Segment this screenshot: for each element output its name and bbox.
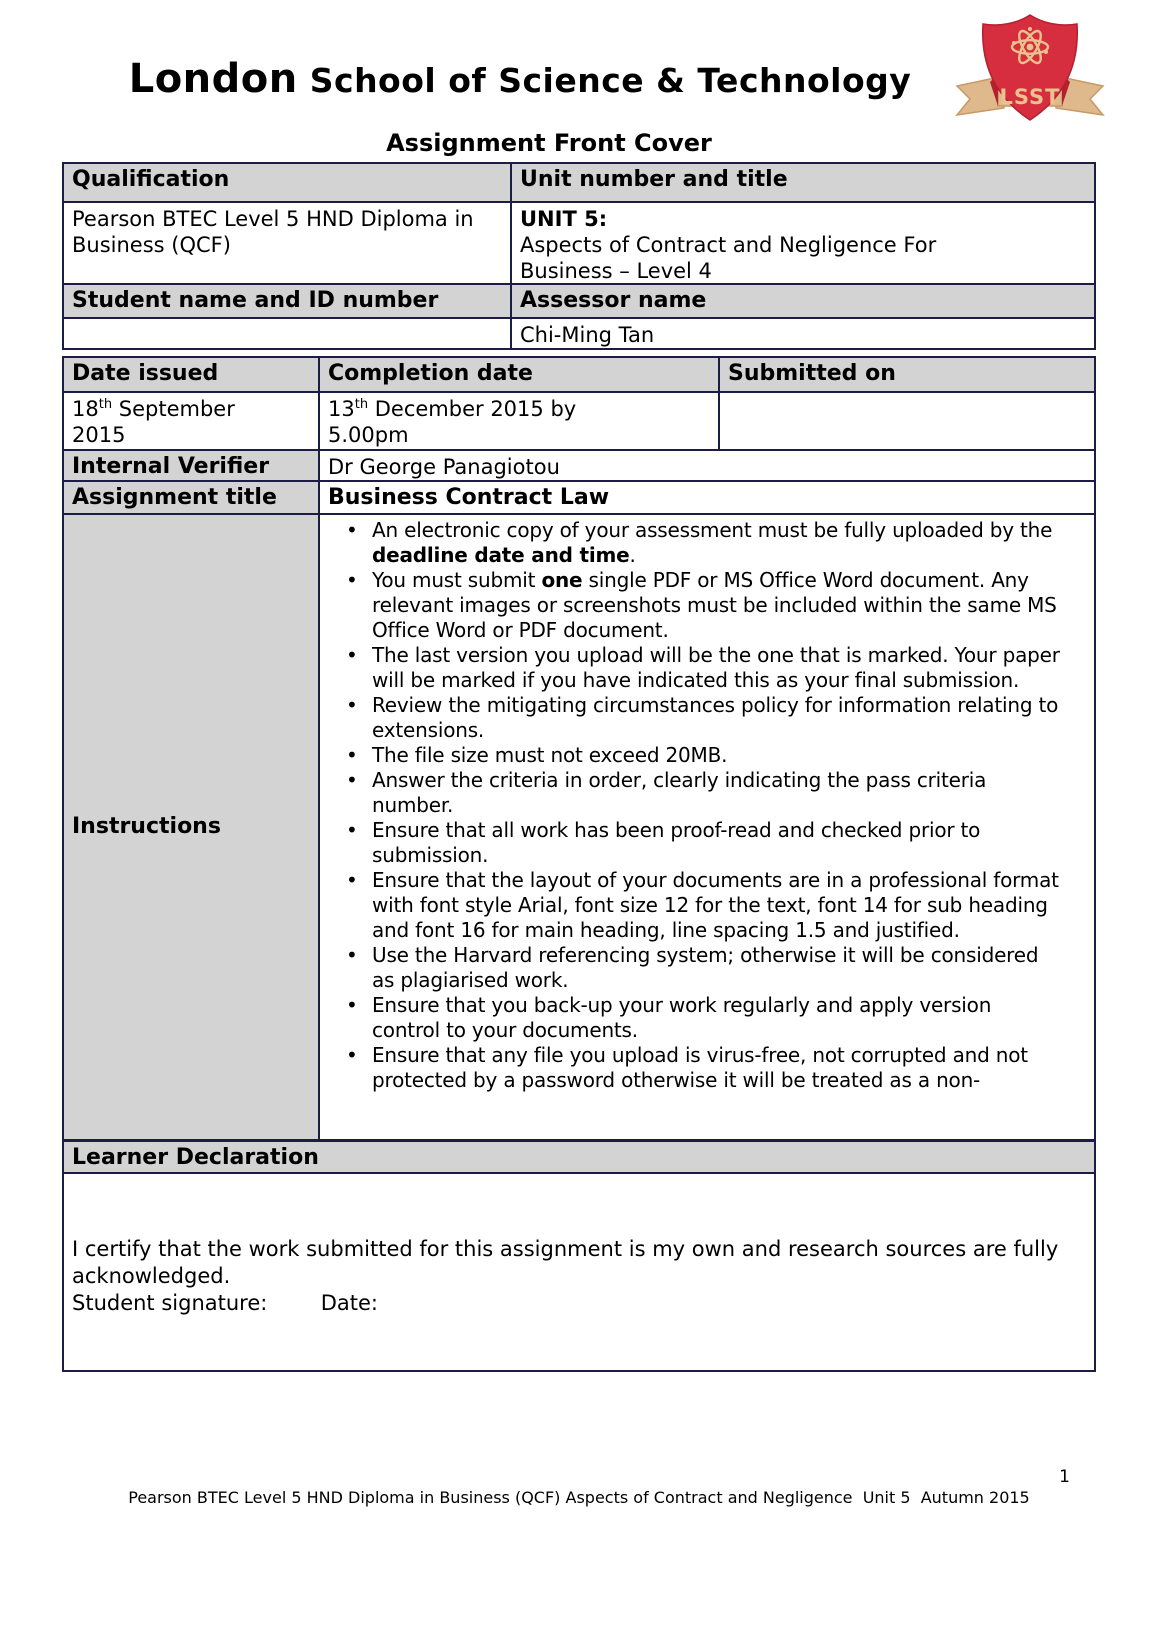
instruction-item: • Ensure that all work has been proof-read and checked prior to submission. <box>320 818 1064 868</box>
qualification-text: Pearson BTEC Level 5 HND Diploma in Business (QCF) <box>72 207 474 257</box>
instruction-item: • Ensure that you back-up your work regularly and apply version control to your documents. <box>320 993 1064 1043</box>
qualification-header: Qualification <box>64 164 510 201</box>
qualification-table <box>62 162 1096 350</box>
instructions-body <box>318 515 1094 1139</box>
details-table <box>62 356 1096 1372</box>
signature-line: Student signature: Date: <box>72 1291 379 1315</box>
date-issued-header: Date issued <box>64 358 318 391</box>
student-name-header: Student name and ID number <box>64 285 510 317</box>
table-row <box>64 317 1094 348</box>
table-row <box>64 449 1094 480</box>
page-footer <box>62 1466 1096 1508</box>
learner-declaration-body <box>64 1174 1094 1370</box>
instruction-item: • You must submit one single PDF or MS Office Word document. Any relevant images or screenshots must be included within the same MS Office Word or PDF document. <box>320 568 1064 643</box>
unit-value <box>510 203 1094 283</box>
internal-verifier-value: Dr George Panagiotou <box>318 451 1094 480</box>
internal-verifier-header: Internal Verifier <box>64 451 318 480</box>
instructions-list <box>320 518 1064 1093</box>
submitted-on-header: Submitted on <box>718 358 1094 391</box>
atom-electron <box>1044 50 1048 54</box>
table-row <box>64 391 1094 449</box>
table-row <box>64 283 1094 317</box>
completion-date-header: Completion date <box>318 358 718 391</box>
masthead <box>0 0 1158 128</box>
instruction-item: • Answer the criteria in order, clearly indicating the pass criteria number. <box>320 768 1064 818</box>
completion-date-text: 13th December 2015 by 5.00pm <box>328 397 577 447</box>
unit-number-text: UNIT 5: <box>520 207 608 231</box>
table-row <box>64 1139 1094 1172</box>
learner-declaration-header: Learner Declaration <box>64 1142 1094 1172</box>
declaration-text: I certify that the work submitted for this assignment is my own and research sources are fully acknowledged. <box>72 1237 1059 1288</box>
instruction-item: • Ensure that the layout of your documents are in a professional format with font style Arial, font size 12 for the text, font 14 for sub heading and font 16 for main heading, line spacing 1.5 and justified. <box>320 868 1064 943</box>
page-number: 1 <box>1059 1467 1070 1487</box>
atom-electron <box>1012 41 1016 45</box>
school-title-lead: London <box>128 56 298 102</box>
instruction-item: • An electronic copy of your assessment must be fully uploaded by the deadline date and time. <box>320 518 1064 568</box>
assessor-name-header: Assessor name <box>510 285 1094 317</box>
assignment-title-value: Business Contract Law <box>318 482 1094 513</box>
lsst-shield-logo-icon <box>954 12 1106 124</box>
instruction-item: • Use the Harvard referencing system; otherwise it will be considered as plagiarised work. <box>320 943 1064 993</box>
instruction-item: • Ensure that any file you upload is virus-free, not corrupted and not protected by a password otherwise it will be treated as a non- <box>320 1043 1064 1093</box>
student-name-value <box>64 319 510 348</box>
document-title: Assignment Front Cover <box>386 129 712 157</box>
instruction-item: • Review the mitigating circumstances policy for information relating to extensions. <box>320 693 1064 743</box>
qualification-value <box>64 203 510 283</box>
assessor-name-value: Chi-Ming Tan <box>510 319 1094 348</box>
table-row <box>64 1172 1094 1370</box>
school-title-rest: School of Science & Technology <box>297 61 912 100</box>
date-issued-text: 18th September 2015 <box>72 397 235 447</box>
submitted-on-value <box>718 393 1094 449</box>
unit-number-header: Unit number and title <box>510 164 1094 201</box>
table-row <box>64 164 1094 201</box>
assignment-title-header: Assignment title <box>64 482 318 513</box>
table-row <box>64 358 1094 391</box>
instruction-item: • The file size must not exceed 20MB. <box>320 743 1064 768</box>
table-row <box>64 480 1094 513</box>
instructions-header: Instructions <box>64 515 318 1139</box>
instruction-item: • The last version you upload will be the one that is marked. Your paper will be marked if you have indicated this as your final submission. <box>320 643 1064 693</box>
table-row <box>64 201 1094 283</box>
atom-electron <box>1028 27 1032 31</box>
table-row <box>64 513 1094 1139</box>
atom-nucleus <box>1027 44 1034 51</box>
footer-text: Pearson BTEC Level 5 HND Diploma in Business (QCF) Aspects of Contract and Negligence Unit 5 Autumn 2015 <box>128 1488 1030 1507</box>
unit-title-text: Aspects of Contract and Negligence For Business – Level 4 <box>520 233 937 283</box>
completion-date-value <box>318 393 718 449</box>
date-issued-value <box>64 393 318 449</box>
logo-lsst-text: LSST <box>999 85 1061 109</box>
